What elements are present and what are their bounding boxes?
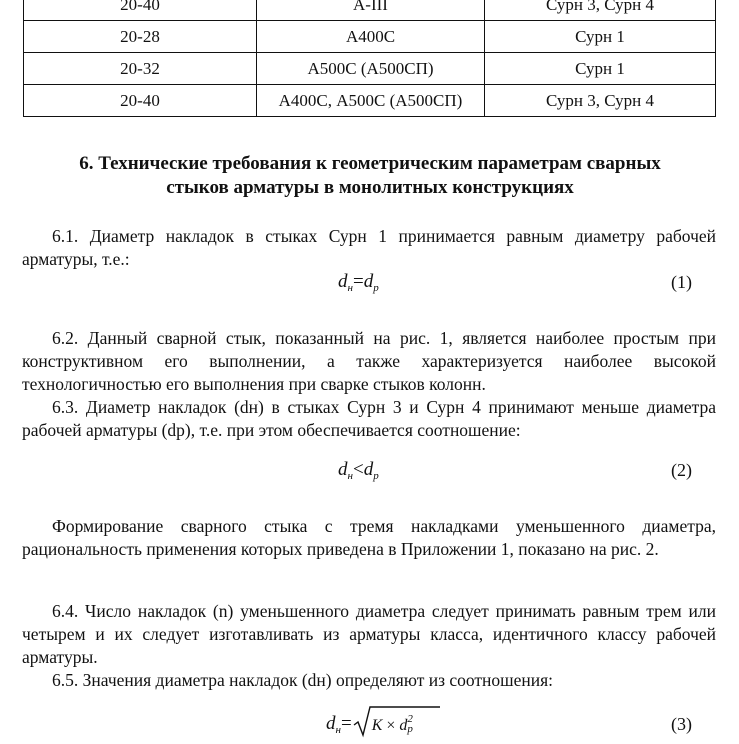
formula-1-rhs: d [363, 271, 374, 292]
formula-2-lhs-sub: н [347, 470, 353, 482]
table-row [24, 21, 716, 53]
table-cell-class: А400С, А500С (А500СП) [257, 85, 485, 117]
table-row [24, 85, 716, 117]
table-cell-class: А400С [257, 21, 485, 53]
radicand-sub: p [407, 722, 413, 735]
formula-2-operator: < [352, 459, 364, 480]
table-cell-diameter: 20-28 [24, 21, 257, 53]
formula-1 [22, 268, 716, 296]
table-cell-joint-type: Сурн 3, Сурн 4 [485, 0, 716, 21]
table-row [24, 53, 716, 85]
paragraph-formation: Формирование сварного стыка с тремя накладками уменьшенного диаметра, рациональность применения которых приведена в Приложении 1, показано на рис. 2. [22, 516, 716, 559]
formula-2-lhs: d [338, 459, 348, 480]
formula-1-number: (1) [671, 272, 692, 292]
radical-sign-icon [352, 705, 442, 739]
table-cell-joint-type: Сурн 1 [485, 21, 716, 53]
formula-1-lhs: d [338, 271, 348, 292]
table-cell-diameter: 20-32 [24, 53, 257, 85]
table-cell-diameter: 20-40 [24, 0, 257, 21]
rebar-class-table [23, 0, 716, 117]
formula-2-rhs-sub: р [373, 470, 379, 482]
formula-2-rhs: d [363, 459, 374, 480]
radicand-d: d [399, 716, 408, 734]
paragraph-6-1: 6.1. Диаметр накладок в стыках Сурн 1 принимается равным диаметру рабочей арматуры, т.е.: [22, 226, 716, 269]
paragraph-6-3: 6.3. Диаметр накладок (dн) в стыках Сурн 3 и Сурн 4 принимают меньше диаметра рабочей арматуры (dр), т.е. при этом обеспечивается соотношение: [22, 397, 716, 440]
square-root [352, 711, 413, 739]
radicand-times: × [386, 716, 396, 734]
formula-3-number: (3) [671, 714, 692, 734]
table-cell-class: А500С (А500СП) [257, 53, 485, 85]
paragraph-6-4: 6.4. Число накладок (n) уменьшенного диаметра следует принимать равным трем или четырем и их следует изготавливать из арматуры класса, идентичного классу рабочей арматуры. [22, 601, 716, 667]
formula-1-rhs-sub: р [373, 282, 379, 294]
paragraph-6-5: 6.5. Значения диаметра накладок (dн) определяют из соотношения: [52, 670, 554, 690]
formula-1-operator: = [352, 271, 364, 292]
radicand-sup: 2 [407, 712, 413, 725]
radicand-k: K [371, 716, 383, 734]
table-cell-diameter: 20-40 [24, 85, 257, 117]
formula-2-expression [338, 456, 379, 490]
formula-3 [22, 710, 716, 738]
formula-2 [22, 456, 716, 484]
formula-2-number: (2) [671, 460, 692, 480]
table-cell-class: А-III [257, 0, 485, 21]
section-heading-line-2: стыков арматуры в монолитных конструкциях [166, 177, 574, 198]
table-cell-joint-type: Сурн 1 [485, 53, 716, 85]
table-row [24, 0, 716, 21]
section-heading-line-1: 6. Технические требования к геометрическим параметрам сварных [79, 153, 661, 174]
table-cell-joint-type: Сурн 3, Сурн 4 [485, 85, 716, 117]
formula-3-lhs: d [326, 713, 336, 734]
paragraph-6-2: 6.2. Данный сварной стык, показанный на рис. 1, является наиболее простым при конструктивном его выполнении, а также характеризуется наиболее высокой технологичностью его выполнения при сварке стыков колонн. [22, 328, 716, 394]
formula-1-lhs-sub: н [347, 282, 353, 294]
formula-3-operator: = [340, 713, 352, 734]
formula-3-lhs-sub: н [335, 724, 341, 736]
section-heading [22, 152, 718, 200]
formula-1-expression [338, 268, 379, 302]
